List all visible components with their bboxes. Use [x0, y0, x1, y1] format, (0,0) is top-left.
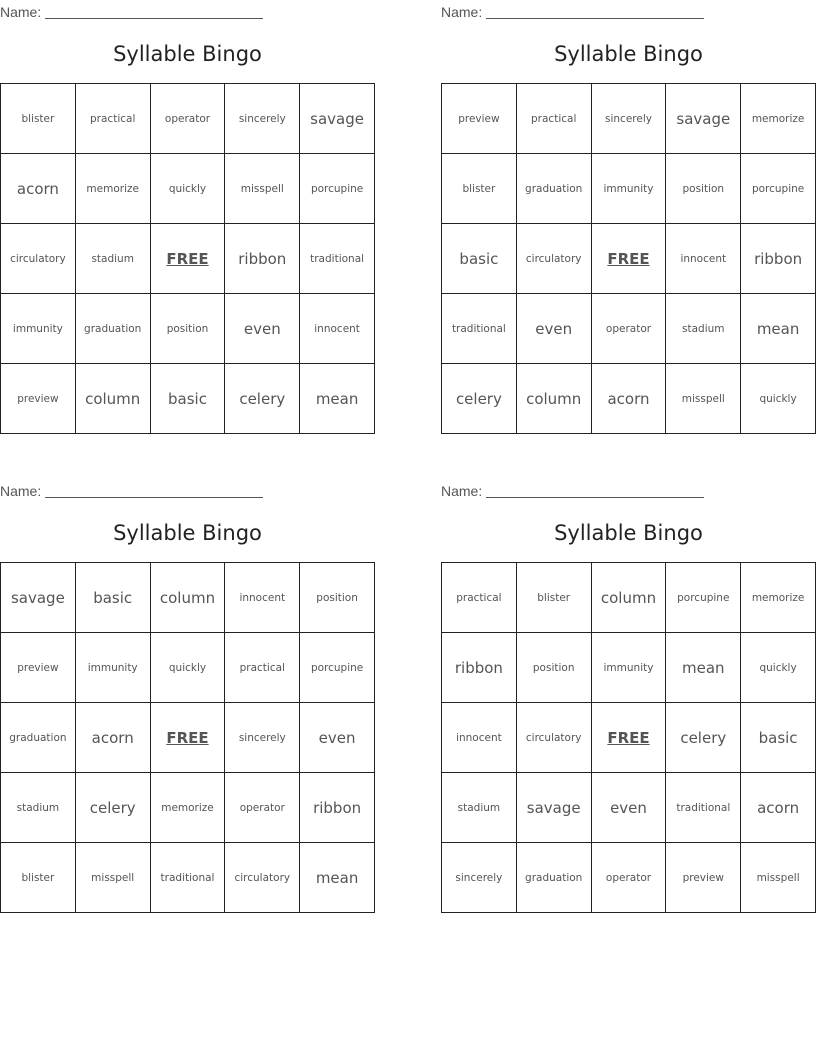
bingo-cell[interactable]: operator [592, 294, 667, 364]
name-field[interactable] [0, 481, 263, 499]
bingo-cell[interactable]: sincerely [225, 703, 300, 773]
bingo-cell[interactable]: operator [592, 843, 667, 913]
name-label: Name: [441, 4, 483, 20]
bingo-cell[interactable]: circulatory [517, 703, 592, 773]
bingo-cell[interactable]: celery [666, 703, 741, 773]
bingo-cell[interactable]: misspell [741, 843, 816, 913]
name-underline[interactable] [45, 483, 263, 498]
bingo-cell[interactable]: misspell [225, 154, 300, 224]
bingo-cell[interactable]: savage [1, 563, 76, 633]
bingo-cell[interactable]: blister [442, 154, 517, 224]
bingo-cell[interactable]: mean [300, 843, 375, 913]
bingo-cell[interactable]: quickly [151, 633, 226, 703]
bingo-cell[interactable]: column [151, 563, 226, 633]
bingo-cell[interactable]: celery [442, 364, 517, 434]
bingo-cell[interactable]: savage [517, 773, 592, 843]
bingo-cell[interactable]: basic [741, 703, 816, 773]
bingo-cell[interactable]: ribbon [442, 633, 517, 703]
bingo-cell[interactable]: innocent [666, 224, 741, 294]
name-field[interactable] [441, 2, 704, 20]
bingo-cell[interactable]: basic [151, 364, 226, 434]
name-underline[interactable] [486, 483, 704, 498]
bingo-cell[interactable]: practical [225, 633, 300, 703]
bingo-cell[interactable]: ribbon [225, 224, 300, 294]
bingo-cell[interactable]: practical [442, 563, 517, 633]
bingo-cell[interactable]: position [151, 294, 226, 364]
bingo-cell[interactable]: acorn [76, 703, 151, 773]
bingo-cell[interactable]: preview [442, 84, 517, 154]
bingo-cell[interactable]: sincerely [592, 84, 667, 154]
bingo-card-1 [0, 0, 376, 440]
bingo-cell[interactable]: preview [1, 633, 76, 703]
card-title: Syllable Bingo [113, 42, 262, 66]
bingo-cell[interactable]: traditional [666, 773, 741, 843]
bingo-cell[interactable]: quickly [151, 154, 226, 224]
name-label: Name: [441, 483, 483, 499]
bingo-cell[interactable]: mean [666, 633, 741, 703]
name-underline[interactable] [486, 4, 704, 19]
bingo-cell[interactable]: immunity [76, 633, 151, 703]
bingo-cell[interactable]: celery [225, 364, 300, 434]
bingo-cell[interactable]: practical [517, 84, 592, 154]
free-space-cell[interactable]: FREE [592, 224, 667, 294]
bingo-cell[interactable]: innocent [225, 563, 300, 633]
card-title: Syllable Bingo [554, 42, 703, 66]
bingo-cell[interactable]: ribbon [300, 773, 375, 843]
bingo-cell[interactable]: traditional [442, 294, 517, 364]
free-space-cell[interactable]: FREE [592, 703, 667, 773]
bingo-cell[interactable]: graduation [76, 294, 151, 364]
bingo-cell[interactable]: circulatory [1, 224, 76, 294]
bingo-cell[interactable]: graduation [1, 703, 76, 773]
free-space-cell[interactable]: FREE [151, 703, 226, 773]
bingo-cell[interactable]: position [300, 563, 375, 633]
bingo-cell[interactable]: savage [300, 84, 375, 154]
bingo-cell[interactable]: basic [76, 563, 151, 633]
bingo-cell[interactable]: even [592, 773, 667, 843]
bingo-cell[interactable]: traditional [151, 843, 226, 913]
bingo-cell[interactable]: stadium [666, 294, 741, 364]
free-space-cell[interactable]: FREE [151, 224, 226, 294]
bingo-cell[interactable]: innocent [442, 703, 517, 773]
bingo-cell[interactable]: memorize [76, 154, 151, 224]
bingo-cell[interactable]: misspell [76, 843, 151, 913]
bingo-cell[interactable]: acorn [592, 364, 667, 434]
bingo-card-3 [0, 479, 376, 919]
bingo-cell[interactable]: memorize [741, 563, 816, 633]
bingo-cell[interactable]: quickly [741, 633, 816, 703]
bingo-cell[interactable]: stadium [1, 773, 76, 843]
bingo-grid [441, 562, 816, 913]
bingo-cell[interactable]: even [300, 703, 375, 773]
bingo-cell[interactable]: quickly [741, 364, 816, 434]
bingo-cell[interactable]: memorize [741, 84, 816, 154]
bingo-cell[interactable]: even [225, 294, 300, 364]
bingo-cell[interactable]: porcupine [300, 154, 375, 224]
bingo-card-4 [441, 479, 816, 919]
bingo-cell[interactable]: stadium [76, 224, 151, 294]
bingo-cell[interactable]: position [666, 154, 741, 224]
bingo-cell[interactable]: basic [442, 224, 517, 294]
bingo-cell[interactable]: graduation [517, 843, 592, 913]
name-field[interactable] [441, 481, 704, 499]
bingo-cell[interactable]: operator [151, 84, 226, 154]
bingo-grid [441, 83, 816, 434]
bingo-cell[interactable]: traditional [300, 224, 375, 294]
bingo-cell[interactable]: porcupine [666, 563, 741, 633]
card-title: Syllable Bingo [113, 521, 262, 545]
name-label: Name: [0, 483, 42, 499]
bingo-cell[interactable]: column [76, 364, 151, 434]
bingo-cell[interactable]: stadium [442, 773, 517, 843]
bingo-cell[interactable]: circulatory [225, 843, 300, 913]
bingo-cell[interactable]: circulatory [517, 224, 592, 294]
bingo-grid [0, 562, 375, 913]
bingo-cell[interactable]: preview [1, 364, 76, 434]
bingo-cell[interactable]: misspell [666, 364, 741, 434]
bingo-card-2 [441, 0, 816, 440]
bingo-cell[interactable]: operator [225, 773, 300, 843]
bingo-cell[interactable]: ribbon [741, 224, 816, 294]
bingo-cell[interactable]: innocent [300, 294, 375, 364]
bingo-cell[interactable]: practical [76, 84, 151, 154]
bingo-cell[interactable]: sincerely [442, 843, 517, 913]
bingo-cell[interactable]: blister [517, 563, 592, 633]
name-field[interactable] [0, 2, 263, 20]
bingo-cell[interactable]: savage [666, 84, 741, 154]
bingo-cell[interactable]: mean [741, 294, 816, 364]
bingo-cell[interactable]: graduation [517, 154, 592, 224]
bingo-cell[interactable]: column [517, 364, 592, 434]
bingo-cell[interactable]: column [592, 563, 667, 633]
bingo-grid [0, 83, 375, 434]
bingo-cell[interactable]: even [517, 294, 592, 364]
bingo-cell[interactable]: mean [300, 364, 375, 434]
bingo-cell[interactable]: preview [666, 843, 741, 913]
bingo-cell[interactable]: memorize [151, 773, 226, 843]
bingo-cell[interactable]: blister [1, 843, 76, 913]
bingo-cell[interactable]: blister [1, 84, 76, 154]
bingo-cell[interactable]: acorn [1, 154, 76, 224]
bingo-cell[interactable]: position [517, 633, 592, 703]
bingo-cell[interactable]: sincerely [225, 84, 300, 154]
bingo-cell[interactable]: immunity [1, 294, 76, 364]
bingo-cell[interactable]: porcupine [300, 633, 375, 703]
bingo-cell[interactable]: immunity [592, 633, 667, 703]
name-label: Name: [0, 4, 42, 20]
bingo-cell[interactable]: immunity [592, 154, 667, 224]
bingo-cell[interactable]: porcupine [741, 154, 816, 224]
name-underline[interactable] [45, 4, 263, 19]
card-title: Syllable Bingo [554, 521, 703, 545]
bingo-cell[interactable]: acorn [741, 773, 816, 843]
bingo-cell[interactable]: celery [76, 773, 151, 843]
